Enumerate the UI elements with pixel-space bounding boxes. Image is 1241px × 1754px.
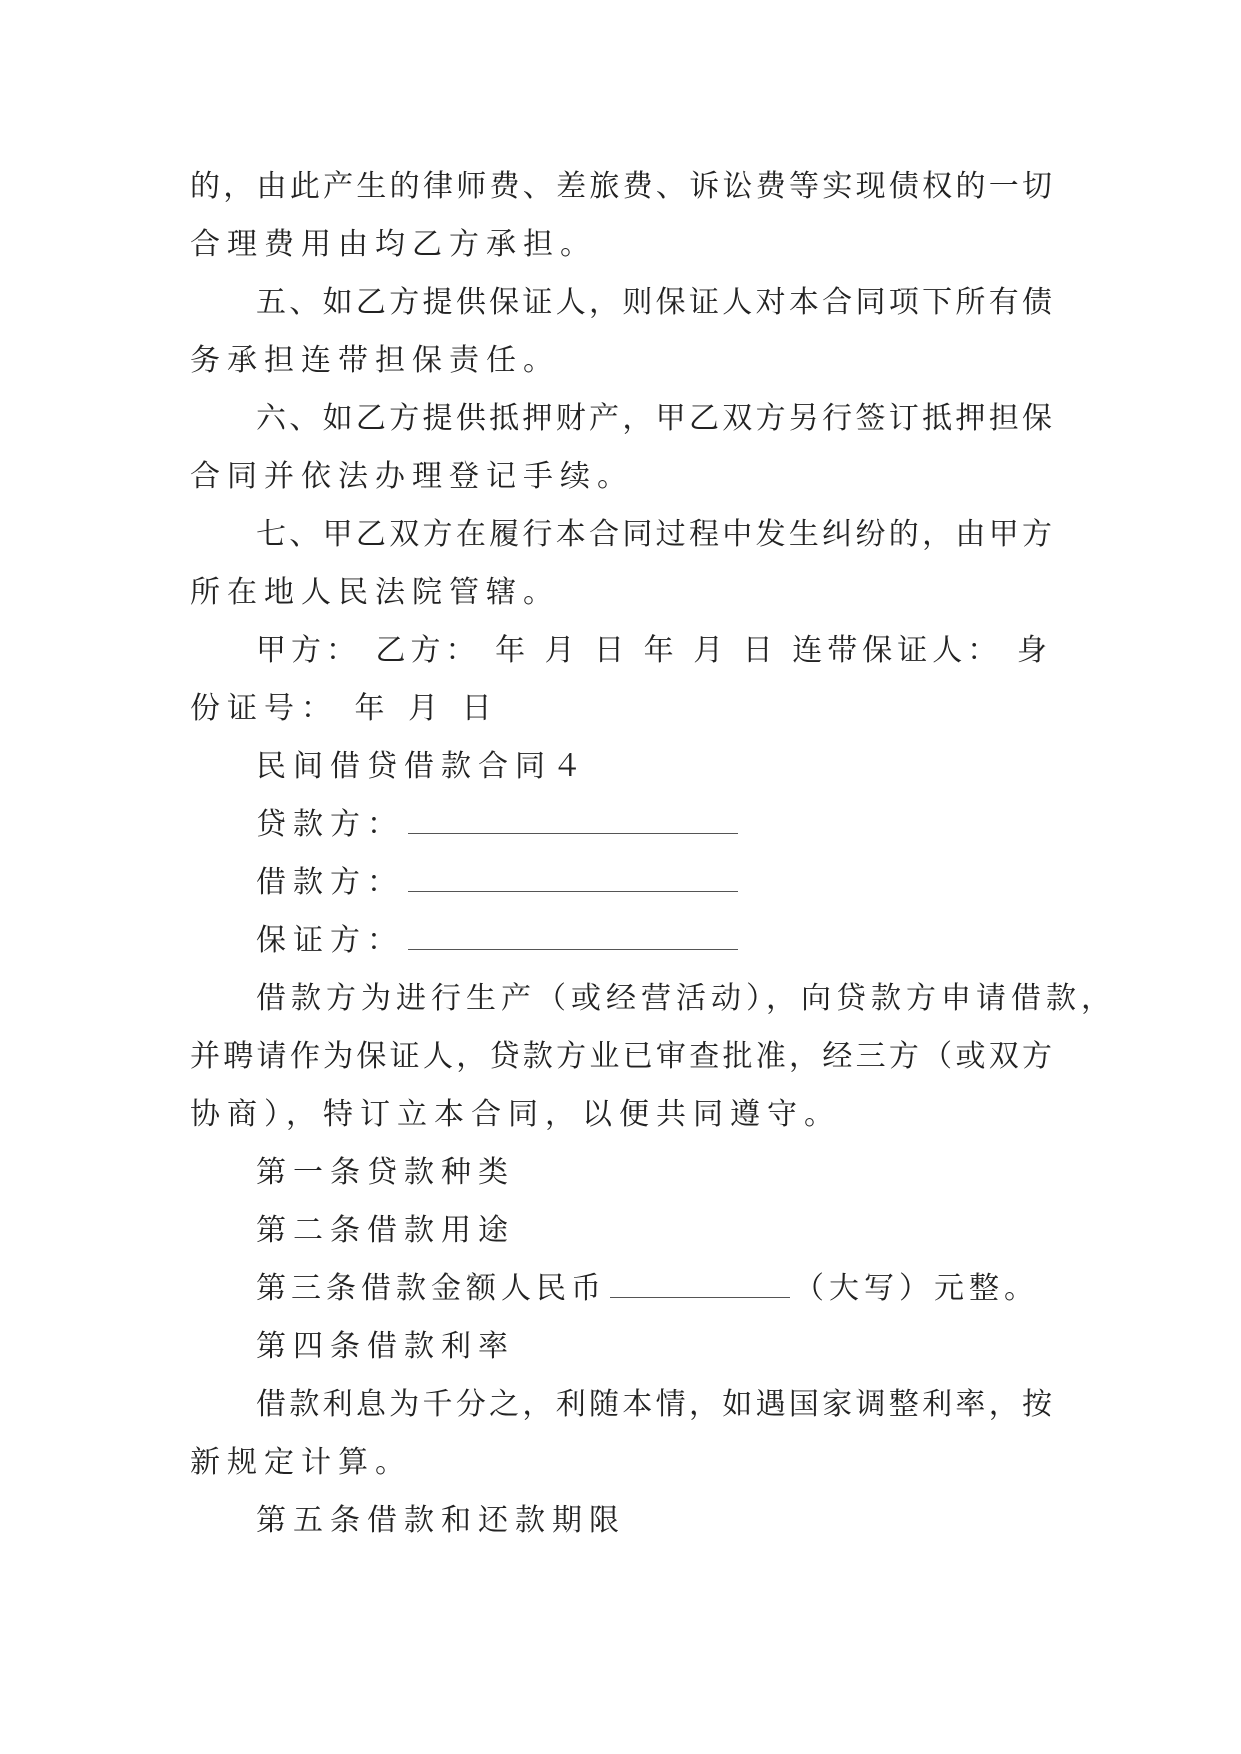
lender-blank bbox=[408, 803, 738, 834]
guarantor-label: 保证方： bbox=[256, 923, 404, 958]
text-line: 合理费用由均乙方承担。 bbox=[190, 227, 597, 262]
clause-heading: 第一条贷款种类 bbox=[256, 1155, 515, 1190]
text-line: 借款方为进行生产（或经营活动），向贷款方申请借款， bbox=[256, 981, 1116, 1016]
clause-heading: 第二条借款用途 bbox=[256, 1213, 515, 1248]
section-title: 民间借贷借款合同４ bbox=[256, 749, 589, 784]
guarantor-blank bbox=[408, 919, 738, 950]
text-line: 六、如乙方提供抵押财产，甲乙双方另行签订抵押担保 bbox=[256, 401, 1052, 436]
text-line: 七、甲乙双方在履行本合同过程中发生纠纷的，由甲方 bbox=[256, 517, 1052, 552]
loan-amount-row bbox=[190, 1260, 1052, 1318]
text-line: 五、如乙方提供保证人，则保证人对本合同项下所有债 bbox=[256, 285, 1052, 320]
text-line: 合同并依法办理登记手续。 bbox=[190, 459, 634, 494]
borrower-blank bbox=[408, 861, 738, 892]
guarantor-field-row bbox=[190, 912, 1052, 970]
borrower-field-row bbox=[190, 854, 1052, 912]
clause-heading: 第四条借款利率 bbox=[256, 1329, 515, 1364]
text-line: 的，由此产生的律师费、差旅费、诉讼费等实现债权的一切 bbox=[190, 169, 1052, 204]
text-line: 所在地人民法院管辖。 bbox=[190, 575, 560, 610]
borrower-label: 借款方： bbox=[256, 865, 404, 900]
lender-label: 贷款方： bbox=[256, 807, 404, 842]
loan-amount-blank bbox=[610, 1267, 790, 1298]
text-line: 务承担连带担保责任。 bbox=[190, 343, 560, 378]
lender-field-row bbox=[190, 796, 1052, 854]
text-line: 协商），特订立本合同，以便共同遵守。 bbox=[190, 1097, 841, 1132]
signature-line: 份证号： 年 月 日 bbox=[190, 691, 499, 726]
text-line: 新规定计算。 bbox=[190, 1445, 412, 1480]
text-line: 并聘请作为保证人，贷款方业已审查批准，经三方（或双方 bbox=[190, 1039, 1052, 1074]
signature-line: 甲方： 乙方： 年 月 日 年 月 日 连带保证人： 身 bbox=[256, 633, 1052, 668]
clause-heading: 第五条借款和还款期限 bbox=[256, 1503, 626, 1538]
text-line: 借款利息为千分之，利随本情，如遇国家调整利率，按 bbox=[256, 1387, 1052, 1422]
document-page bbox=[190, 158, 1116, 1550]
loan-amount-suffix: （大写）元整。 bbox=[794, 1271, 1039, 1306]
loan-amount-label: 第三条借款金额人民币 bbox=[256, 1271, 606, 1306]
